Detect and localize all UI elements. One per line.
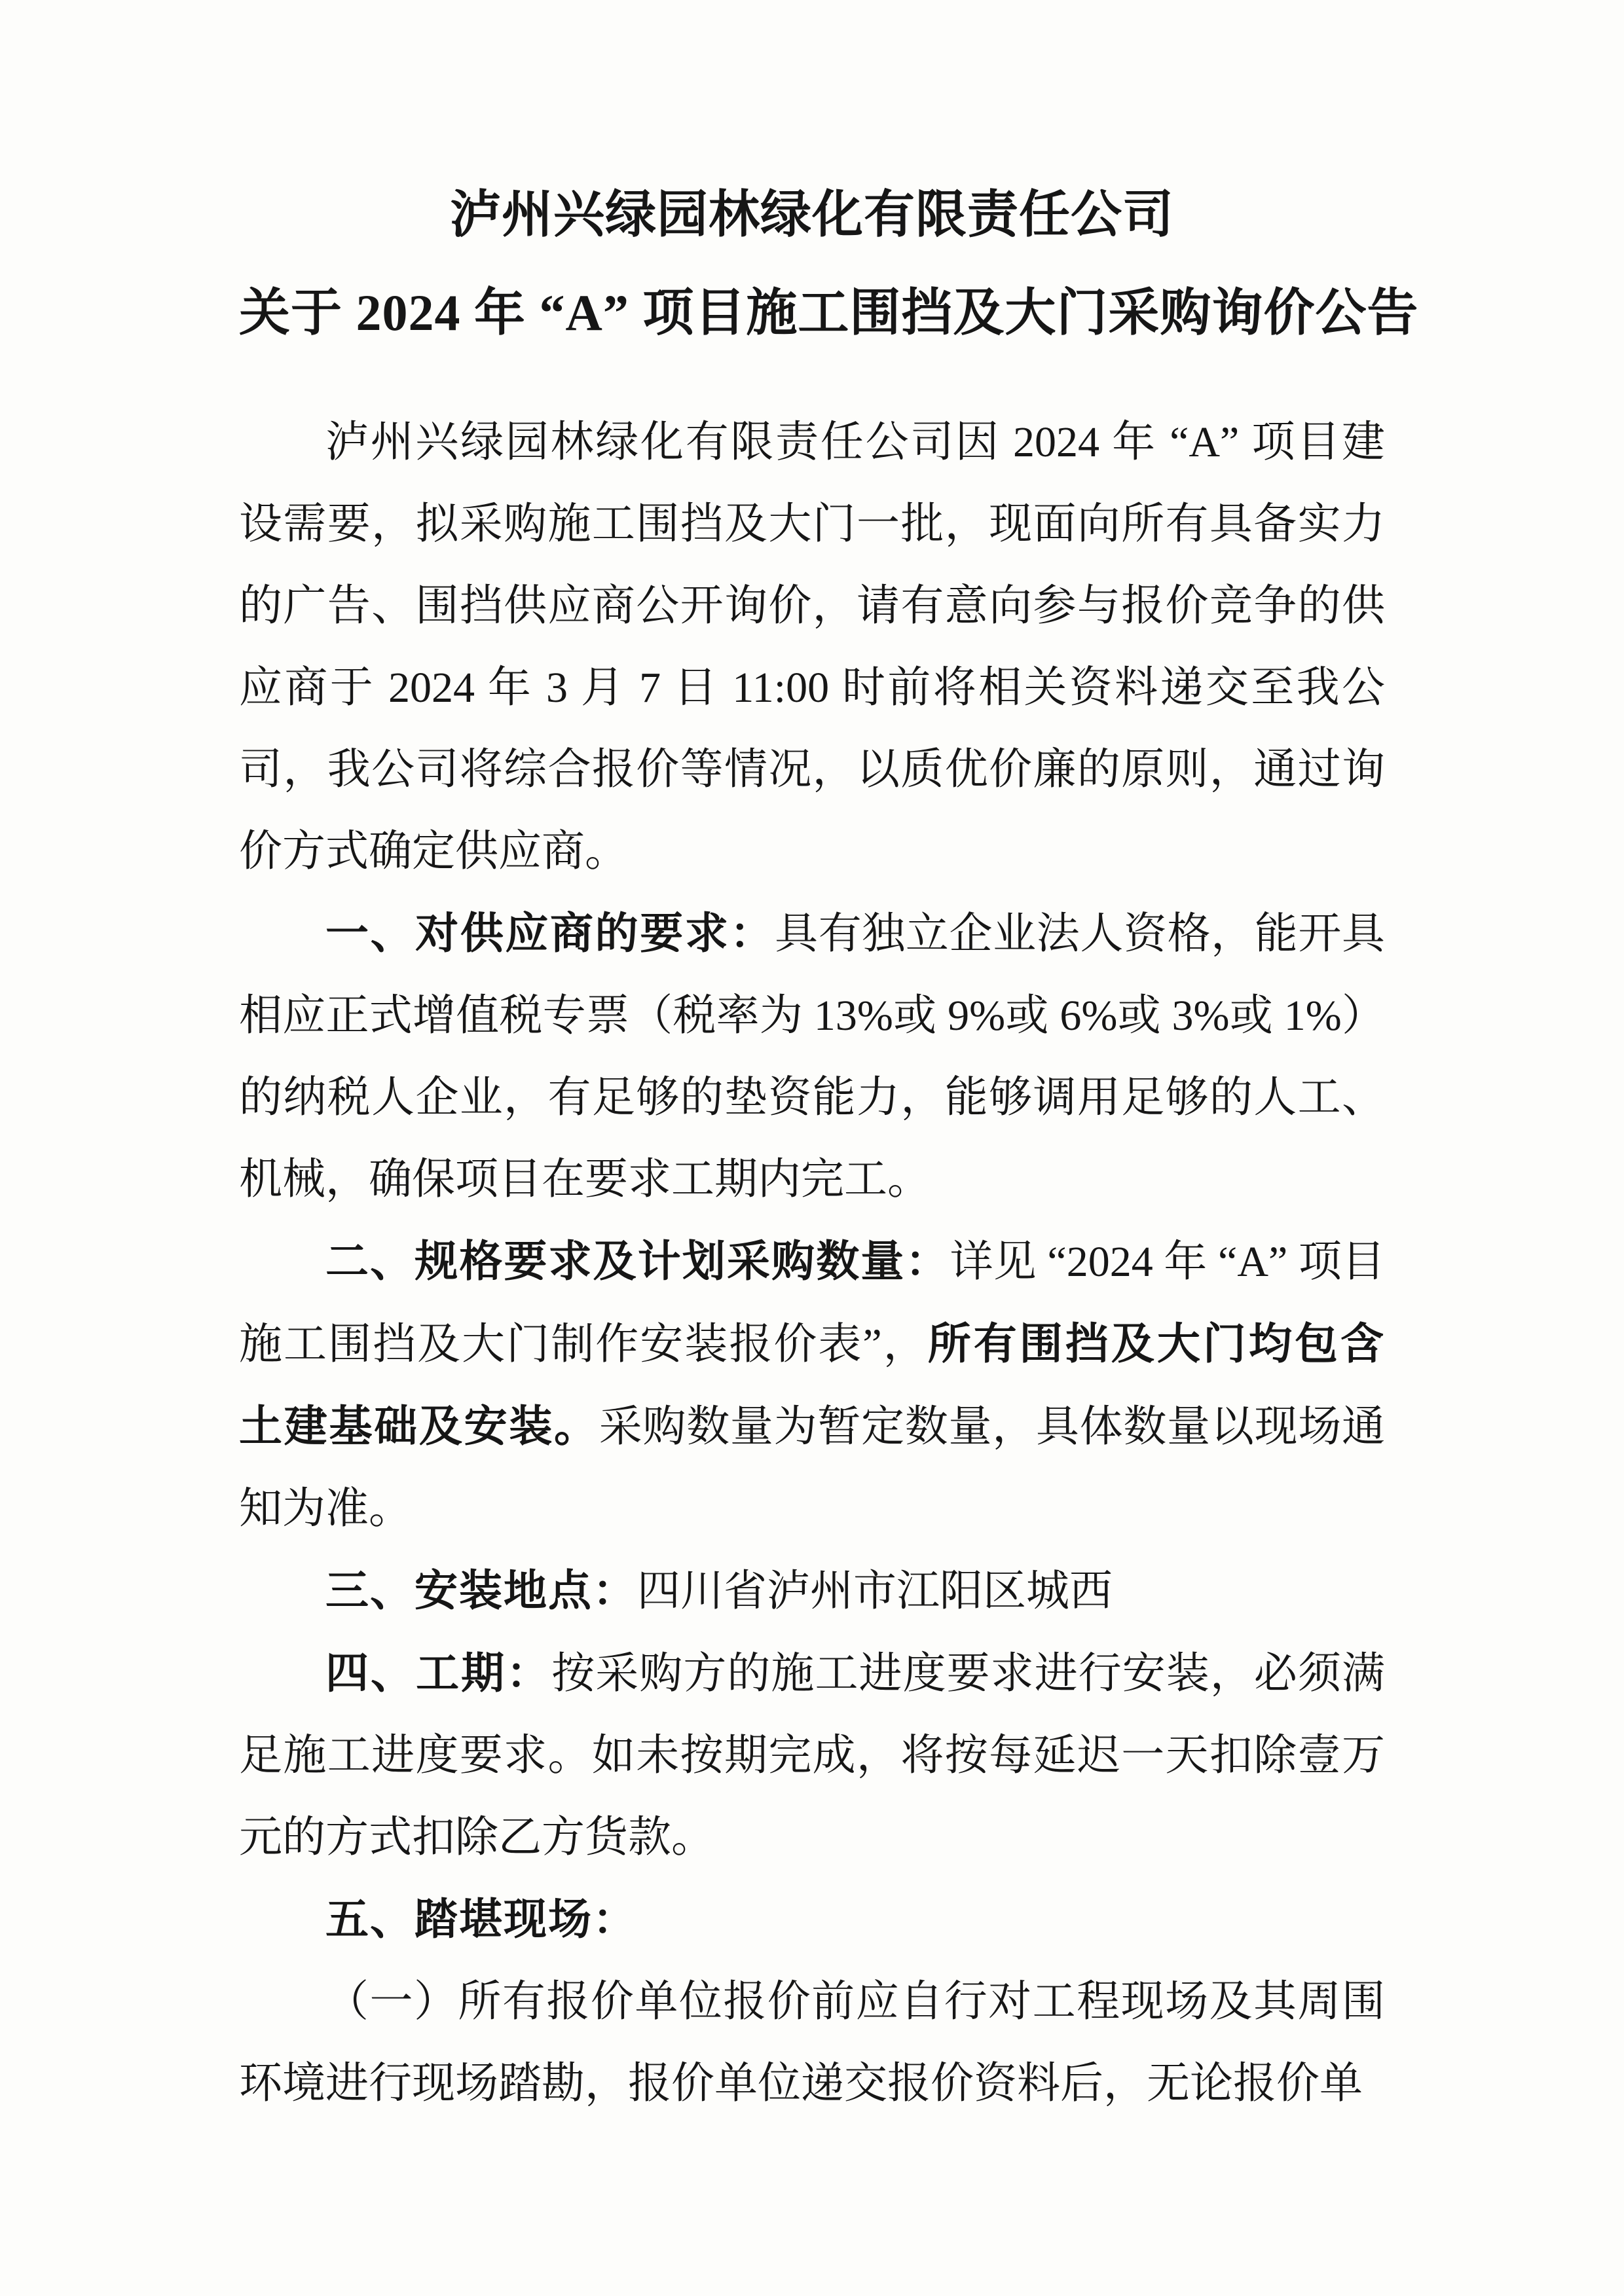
section-heading-run: 一、对供应商的要求： [325, 909, 775, 957]
title-announcement-subject: 关于 2024 年 “A” 项目施工围挡及大门采购询价公告 [239, 284, 1419, 341]
paragraph-site-visit-item-1 [239, 1961, 1385, 2124]
paragraph-supplier-requirements [239, 892, 1385, 1220]
title-company-name: 泸州兴绿园林绿化有限责任公司 [449, 186, 1174, 243]
document-title-block [239, 166, 1419, 362]
paragraph-install-location [239, 1550, 1385, 1632]
text-run: 按采购方的施工进度要求进行安装，必须满足施工进度要求。如未按期完成，将按每延迟一天扣除壹万元的方式扣除乙方货款。 [239, 1650, 1386, 1861]
text-run: 采购数量为暂定数量，具体数量以现场通知为准。 [239, 1403, 1386, 1533]
emphasis-run: 所有围挡及大门均包含土建基础及安装。 [239, 1319, 1386, 1450]
paragraph-specs-quantity [239, 1220, 1385, 1550]
section-heading-run: 二、规格要求及计划采购数量： [325, 1237, 950, 1285]
text-run: 泸州兴绿园林绿化有限责任公司因 2024 年 “A” 项目建设需要，拟采购施工围挡及大门一批，现面向所有具备实力的广告、围挡供应商公开询价，请有意向参与报价竞争的供应商于 2024 年 3 月 7 日 11:00 时前将相关资料递交至我公司，我公司将综合报价等情况，以质优价廉的原则，通过询价方式确定供应商。 [239, 418, 1385, 875]
paragraph-site-visit-heading [239, 1878, 1385, 1961]
text-run: 四川省泸州市江阳区城西 [637, 1567, 1113, 1615]
section-heading-run: 四、工期： [325, 1649, 552, 1697]
text-run: （一）所有报价单位报价前应自行对工程现场及其周围环境进行现场踏勘，报价单位递交报价资料后，无论报价单 [239, 1978, 1385, 2107]
document-body [239, 401, 1385, 2124]
paragraph-intro [239, 401, 1385, 892]
document-content [239, 0, 1419, 2124]
text-run: 详见 “2024 年 “A” 项目施工围挡及大门制作安装报价表”， [239, 1238, 1385, 1368]
paragraph-schedule [239, 1632, 1385, 1878]
text-run: 具有独立企业法人资格，能开具相应正式增值税专票（税率为 13%或 9%或 6%或 3%或 1%）的纳税人企业，有足够的垫资能力，能够调用足够的人工、机械，确保项目在要求工期内完工。 [239, 910, 1386, 1203]
section-heading-run: 五、踏堪现场： [325, 1895, 637, 1943]
section-heading-run: 三、安装地点： [325, 1566, 637, 1614]
